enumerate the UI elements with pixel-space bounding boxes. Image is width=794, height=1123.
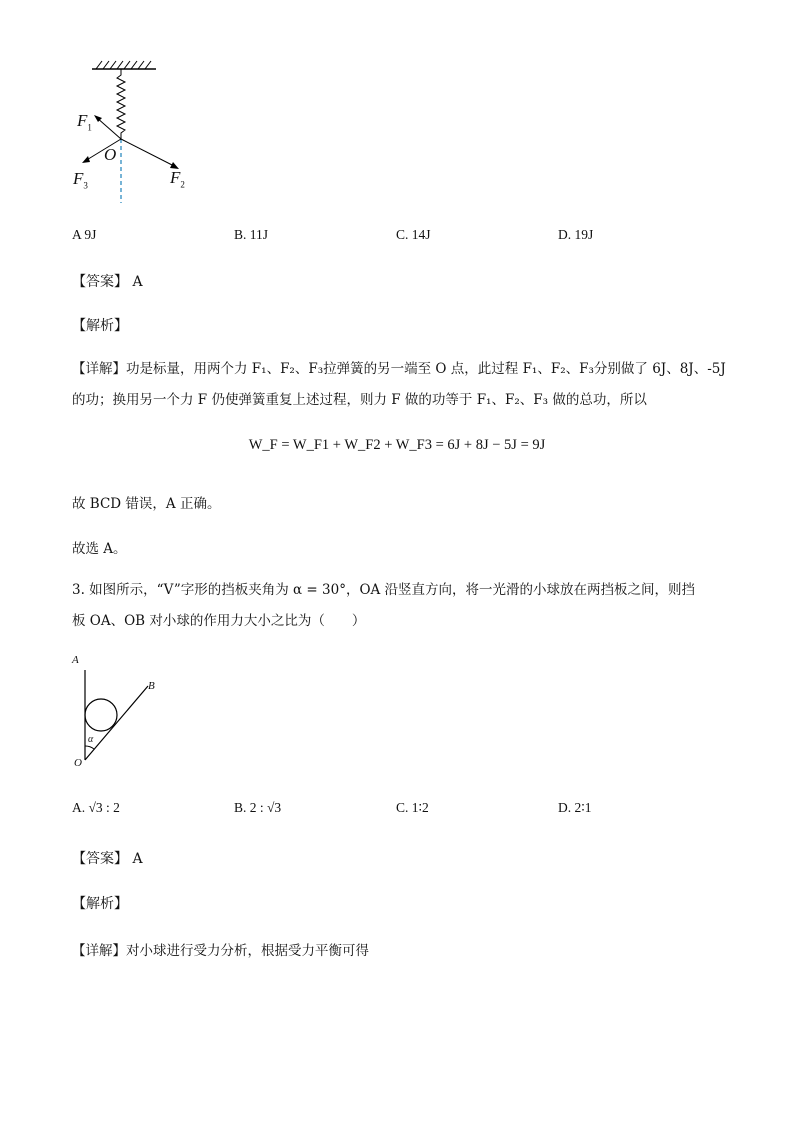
q3-answer bbox=[72, 848, 143, 868]
q2-conclusion-1: 故 BCD 错误，A 正确。 bbox=[72, 496, 221, 512]
detail-line-2: 的功；换用另一个力 F 仍使弹簧重复上述过程，则力 F 做的功等于 F₁、F₂、F₃ 做的总功，所以 bbox=[72, 392, 647, 408]
point-a-label: A bbox=[72, 654, 79, 666]
answer-tag: 【答案】 bbox=[72, 851, 128, 867]
q3-option-a: A. √3 : 2 bbox=[72, 800, 120, 815]
q3-stem bbox=[72, 575, 728, 637]
work-equation: W_F = W_F1 + W_F2 + W_F3 = 6J + 8J − 5J = 9J bbox=[248, 437, 546, 453]
q2-answer bbox=[72, 271, 143, 291]
q3-option-d: D. 2∶1 bbox=[558, 800, 592, 815]
q3-option-b: B. 2 : √3 bbox=[234, 800, 282, 815]
detail-tag: 【详解】 bbox=[72, 361, 126, 377]
q3-stem-line-2: 板 OA、OB 对小球的作用力大小之比为（ ） bbox=[72, 613, 366, 629]
q2-detail bbox=[72, 354, 728, 416]
f1-label: $F_1$ bbox=[77, 111, 92, 133]
q3-analysis-tag: 【解析】 bbox=[72, 896, 128, 912]
detail-line-1: 功是标量，用两个力 F₁、F₂、F₃拉弹簧的另一端至 O 点，此过程 F₁、F₂、F₃分别做了 6J、8J、-5J bbox=[126, 361, 726, 377]
q2-option-b: B. 11J bbox=[234, 227, 269, 242]
q3-option-c: C. 1∶2 bbox=[396, 800, 429, 815]
point-o-label-2: O bbox=[74, 757, 82, 769]
q3-detail bbox=[72, 939, 369, 959]
f3-label: $F_3$ bbox=[73, 169, 88, 191]
point-b-label: B bbox=[148, 680, 155, 692]
angle-alpha-label: α bbox=[88, 734, 94, 745]
answer-value: A bbox=[132, 274, 143, 290]
q3-stem-line-1: 3. 如图所示，“V”字形的挡板夹角为 α = 30°，OA 沿竖直方向，将一光滑的小球放在两挡板之间，则挡 bbox=[72, 582, 696, 598]
answer-value: A bbox=[132, 851, 143, 867]
point-o-label: O bbox=[104, 145, 117, 164]
detail-tag: 【详解】 bbox=[72, 943, 126, 959]
v-plate-figure bbox=[68, 650, 178, 775]
detail-text: 对小球进行受力分析，根据受力平衡可得 bbox=[126, 943, 369, 959]
q2-analysis-tag: 【解析】 bbox=[72, 318, 128, 334]
spring-force-figure bbox=[60, 55, 210, 215]
q2-conclusion-2: 故选 A。 bbox=[72, 541, 127, 557]
q2-option-a: A 9J bbox=[72, 227, 97, 242]
q2-option-c: C. 14J bbox=[396, 227, 431, 242]
answer-tag: 【答案】 bbox=[72, 274, 128, 290]
q2-option-d: D. 19J bbox=[558, 227, 594, 242]
f2-label: $F_2$ bbox=[170, 168, 185, 190]
